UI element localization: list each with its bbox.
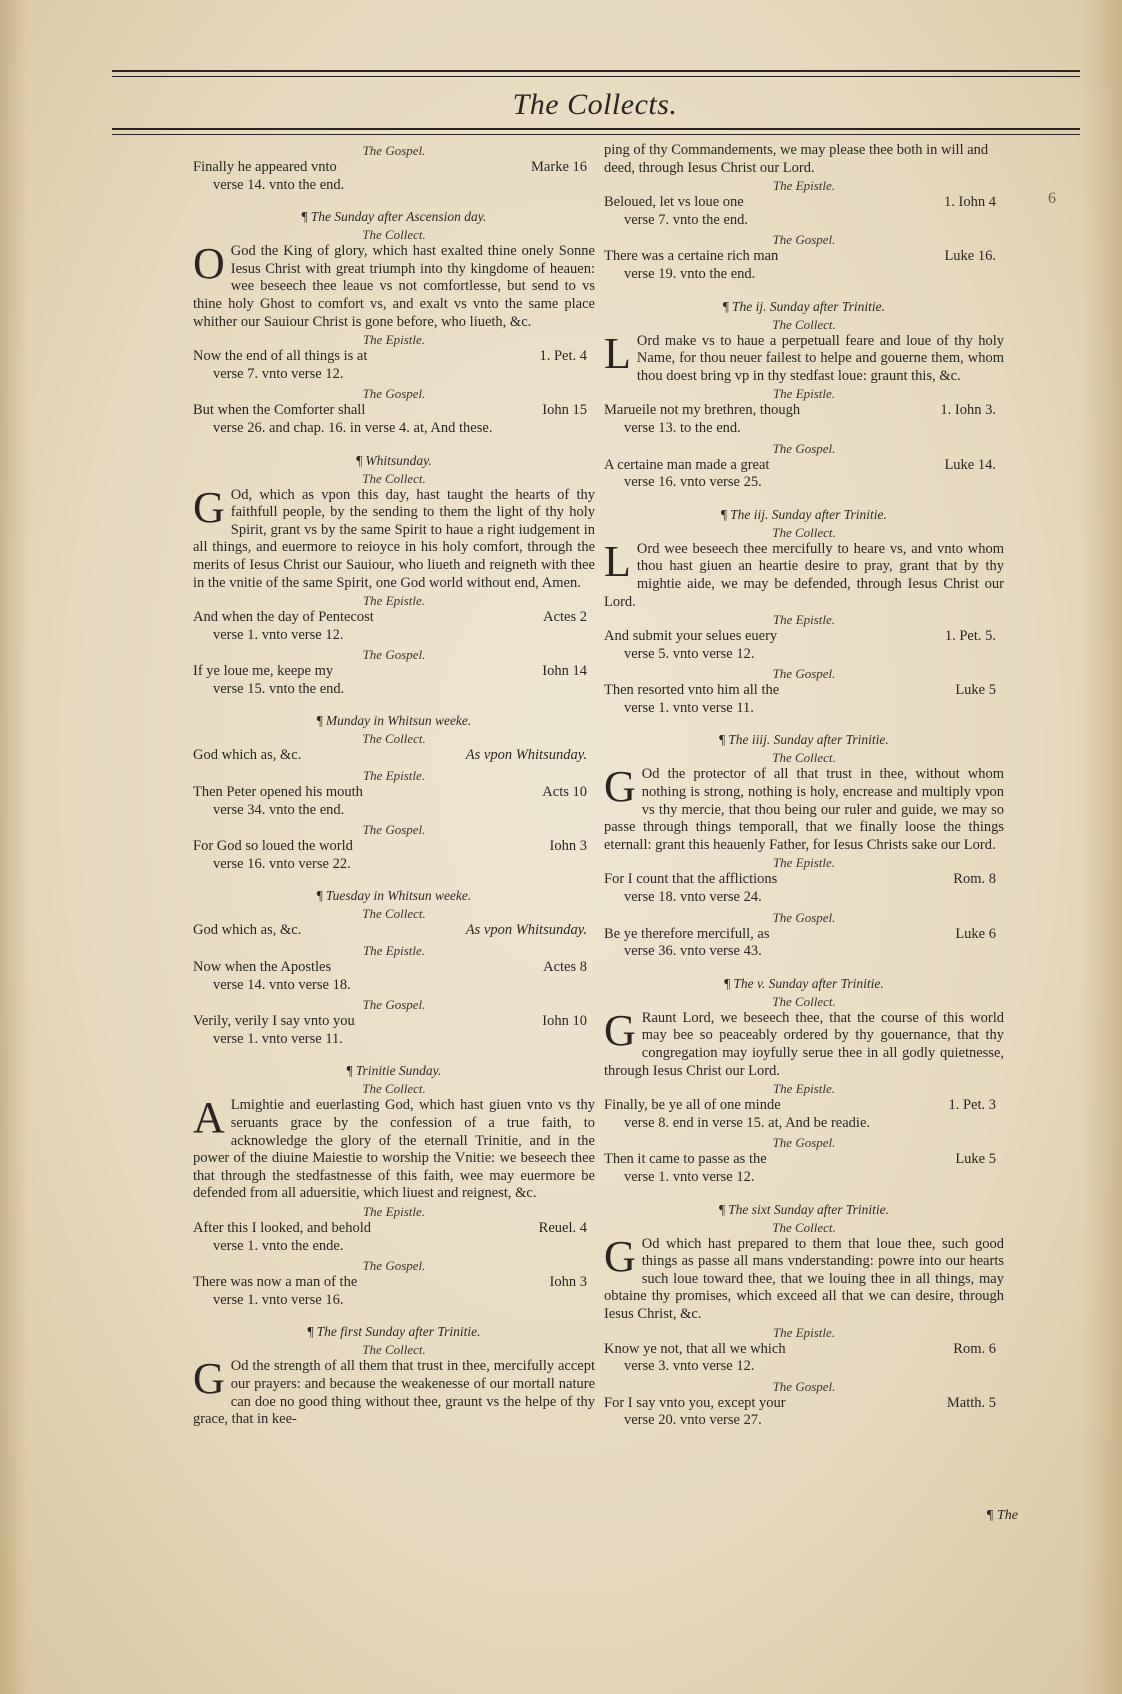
reading-verses: verse 16. vnto verse 22. (213, 855, 351, 872)
initial-letter: G (604, 1231, 636, 1281)
section-label: The Epistle. (772, 855, 836, 871)
reading-reference: Iohn 14 (542, 663, 587, 680)
left-column (193, 142, 595, 1429)
section-label: The Collect. (362, 731, 426, 747)
header-rule-bottom (112, 128, 1080, 130)
collect-body: Od the strength of all them that trust in thee, mercifully accept our prayers: and because the weakenesse of our mortall nature can doe no good thing without thee, graunt vs the helpe of thy grace, that in kee- (193, 1358, 595, 1428)
reading-reference: Iohn 3 (549, 1274, 587, 1291)
scripture-reading (604, 1395, 1004, 1430)
pilcrow-mark: ¶ (301, 209, 308, 225)
initial-letter: L (604, 536, 631, 586)
section-label: The Collect. (362, 227, 426, 243)
scripture-reading (193, 159, 595, 194)
section-label: The Epistle. (362, 943, 426, 959)
reading-incipit: A certaine man made a great (604, 456, 770, 473)
scripture-reading (193, 348, 595, 383)
collect-reference (193, 922, 595, 940)
reading-verses: verse 1. vnto verse 12. (624, 1168, 755, 1185)
reading-incipit: Finally he appeared vnto (193, 159, 337, 175)
section-label: The Collect. (362, 906, 426, 922)
collect-note: As vpon Whitsunday. (465, 747, 587, 764)
collect-text (193, 1093, 595, 1203)
reading-reference: Rom. 6 (953, 1340, 996, 1357)
section-label: The Collect. (772, 316, 836, 332)
reading-verses: verse 1. vnto verse 11. (213, 1030, 343, 1047)
collect-body: Od, which as vpon this day, hast taught the hearts of thy faithfull people, by the sending to them the light of thy holy Spirit, grant vs by the same Spirit to haue a right iudgement in all things, and euermore to reioyce in his holy comfort, through the merits of Iesus Christ our Sauiour, who liueth and reigneth with thee in the vnitie of the same Spirit, one God world without end, Amen. (193, 486, 595, 591)
margin-mark: 6 (1048, 190, 1056, 207)
reading-verses: verse 1. vnto verse 16. (213, 1291, 344, 1308)
reading-incipit: Then it came to passe as the (604, 1151, 767, 1168)
scripture-reading (193, 838, 595, 873)
initial-letter: G (604, 762, 636, 812)
reading-verses: verse 1. vnto the ende. (213, 1237, 344, 1254)
reading-verses: verse 14. vnto verse 18. (213, 976, 351, 993)
reading-verses: verse 8. end in verse 15. at, And be readie. (624, 1114, 871, 1131)
reading-reference: 1. Pet. 4 (539, 348, 587, 365)
scripture-reading (193, 663, 595, 698)
section-label: The Gospel. (772, 440, 836, 456)
scripture-reading (604, 1151, 1004, 1186)
section-label: The Gospel. (772, 909, 836, 925)
scripture-reading (193, 959, 595, 994)
section-label: The Epistle. (362, 1203, 426, 1219)
reading-incipit: If ye loue me, keepe my (193, 663, 334, 680)
collect-incipit: God which as, &c. (193, 922, 302, 939)
reading-verses: verse 15. vnto the end. (213, 680, 345, 697)
pilcrow-mark: ¶ (721, 506, 728, 522)
section-label: The Collect. (772, 993, 836, 1009)
reading-verses: verse 14. vnto the end. (213, 176, 345, 193)
scripture-reading (604, 1097, 1004, 1132)
collect-text (604, 328, 1004, 386)
sunday-heading-text: The iij. Sunday after Trinitie. (730, 506, 887, 522)
catchword: ¶ The (986, 1508, 1018, 1523)
scripture-reading (193, 784, 595, 819)
reading-verses: verse 3. vnto verse 12. (624, 1358, 755, 1375)
reading-verses: verse 7. vnto verse 12. (213, 365, 344, 382)
initial-letter: A (193, 1093, 225, 1143)
page-shadow-right (1082, 0, 1122, 1694)
scripture-reading (193, 609, 595, 644)
section-label: The Epistle. (362, 768, 426, 784)
collect-text (193, 1354, 595, 1428)
header-rule-top (112, 70, 1080, 72)
reading-reference: Actes 2 (543, 609, 587, 626)
scripture-reading (604, 194, 1004, 229)
reading-incipit: Now when the Apostles (193, 959, 332, 976)
collect-incipit: God which as, &c. (193, 747, 302, 764)
collect-body: God the King of glory, which hast exalted thine onely Sonne Iesus Christ with great triumph into thy kingdome of heauen: wee beseech thee leaue vs not comfortlesse, but send to vs thine holy Ghost to comfort vs, and exalt vs vnto the same place whither our Sauiour Christ is gone before, who liueth, &c. (193, 243, 595, 330)
sunday-heading (193, 1062, 595, 1080)
reading-reference: Iohn 10 (542, 1013, 587, 1030)
sunday-heading-text: The ij. Sunday after Trinitie. (732, 298, 886, 314)
section-label: The Collect. (362, 470, 426, 486)
section-label: The Gospel. (772, 666, 836, 682)
sunday-heading (604, 506, 1004, 524)
reading-reference: 1. Pet. 3 (948, 1097, 996, 1114)
collect-body: Lmightie and euerlasting God, which hast giuen vnto vs thy seruants grace by the confession of a true faith, to acknowledge the glory of the eternall Trinitie, and in the power of the diuine Maiestie to worship the Vnitie: we beseech thee that through the stedfastnesse of this faith, wee may euermore be defended from all aduersitie, which liuest and reignest, &c. (193, 1097, 595, 1202)
reading-incipit: Now the end of all things is at (193, 348, 368, 365)
initial-letter: O (193, 239, 225, 289)
sunday-heading-text: The first Sunday after Trinitie. (316, 1324, 481, 1340)
collect-text (604, 762, 1004, 854)
section-label: The Epistle. (772, 612, 836, 628)
reading-incipit: Beloued, let vs loue one (604, 194, 744, 211)
reading-verses: verse 26. and chap. 16. in verse 4. at, And these. (213, 419, 493, 436)
reading-incipit: Then resorted vnto him all the (604, 682, 780, 699)
collect-body: Od which hast prepared to them that loue thee, such good things as passe all mans vnderstanding: powre into our hearts such loue toward thee, that we louing thee in all things, may obtaine thy promises, which exceed all that we can desire, through Iesus Christ, &c. (604, 1235, 1004, 1322)
scripture-reading (193, 1013, 595, 1048)
section-label: The Gospel. (772, 1378, 836, 1394)
initial-letter: G (193, 1354, 225, 1404)
reading-reference: Acts 10 (542, 784, 587, 801)
reading-reference: Iohn 3 (549, 838, 587, 855)
reading-verses: verse 1. vnto verse 11. (624, 699, 754, 716)
section-label: The Epistle. (772, 178, 836, 194)
sunday-heading-text: Munday in Whitsun weeke. (325, 713, 472, 729)
sunday-heading (604, 975, 1004, 993)
section-label: The Gospel. (362, 1258, 426, 1274)
reading-reference: Luke 14. (944, 456, 996, 473)
reading-reference: Reuel. 4 (538, 1219, 587, 1236)
pilcrow-mark: ¶ (346, 1063, 353, 1079)
reading-verses: verse 19. vnto the end. (624, 265, 756, 282)
reading-incipit: Know ye not, that all we which (604, 1340, 786, 1357)
pilcrow-mark: ¶ (316, 888, 323, 904)
scripture-reading (604, 871, 1004, 906)
collect-body: Ord make vs to haue a perpetuall feare and loue of thy holy Name, for thou neuer failest to helpe and gouerne them, whom thou doest bring vp in thy stedfast loue: graunt this, &c. (636, 332, 1004, 384)
reading-reference: Luke 16. (944, 248, 996, 265)
sunday-heading-text: The iiij. Sunday after Trinitie. (728, 732, 889, 748)
collect-text (604, 1231, 1004, 1324)
pilcrow-mark: ¶ (724, 975, 731, 991)
section-label: The Epistle. (362, 593, 426, 609)
reading-incipit: For I say vnto you, except your (604, 1394, 786, 1411)
header-rule-bottom-thin (112, 134, 1080, 135)
sunday-heading-text: Whitsunday. (365, 452, 432, 468)
sunday-heading (604, 731, 1004, 749)
collect-text (193, 482, 595, 593)
collect-text (604, 1005, 1004, 1080)
reading-verses: verse 36. vnto verse 43. (624, 943, 762, 960)
scripture-reading (604, 926, 1004, 961)
reading-incipit: After this I looked, and behold (193, 1219, 371, 1236)
reading-reference: Marke 16 (531, 159, 587, 175)
reading-incipit: Finally, be ye all of one minde (604, 1097, 781, 1114)
sunday-heading (193, 452, 595, 470)
reading-verses: verse 34. vnto the end. (213, 801, 345, 818)
initial-letter: G (193, 482, 225, 532)
initial-letter: G (604, 1005, 636, 1055)
sunday-heading (193, 1323, 595, 1341)
reading-reference: Luke 6 (955, 925, 996, 942)
reading-reference: 1. Pet. 5. (944, 628, 996, 645)
collect-body: Ord wee beseech thee mercifully to heare vs, and vnto whom thou hast giuen an heartie desire to pray, grant that by thy mightie aide, we may be defended, through Iesus Christ our Lord. (604, 540, 1004, 610)
section-label: The Gospel. (362, 386, 426, 402)
reading-verses: verse 13. to the end. (624, 419, 741, 436)
reading-verses: verse 16. vnto verse 25. (624, 474, 762, 491)
page-shadow-left (0, 0, 28, 1694)
scripture-reading (193, 1220, 595, 1255)
section-label: The Collect. (772, 1219, 836, 1235)
collect-reference (193, 747, 595, 765)
reading-verses: verse 18. vnto verse 24. (624, 889, 762, 906)
pilcrow-mark: ¶ (722, 298, 730, 314)
section-label: The Collect. (772, 524, 836, 540)
section-label: The Collect. (362, 1081, 426, 1097)
reading-reference: Matth. 5 (946, 1394, 996, 1411)
pilcrow-mark: ¶ (316, 713, 323, 729)
pilcrow-mark: ¶ (719, 732, 726, 748)
scripture-reading (604, 457, 1004, 492)
initial-letter: L (604, 328, 631, 378)
reading-reference: 1. Iohn 4 (944, 194, 996, 211)
continued-text: ping of thy Commandements, we may please thee both in will and deed, through Iesus Christ our Lord. (604, 142, 989, 176)
sunday-heading-text: Trinitie Sunday. (355, 1063, 442, 1079)
section-label: The Gospel. (362, 143, 426, 158)
section-label: The Epistle. (362, 332, 426, 348)
scripture-reading (193, 402, 595, 437)
reading-verses: verse 1. vnto verse 12. (213, 626, 344, 643)
scripture-reading (604, 1341, 1004, 1376)
sunday-heading (193, 208, 595, 226)
reading-incipit: Marueile not my brethren, though (604, 402, 801, 419)
reading-reference: Luke 5 (955, 1151, 996, 1168)
scripture-reading (604, 248, 1004, 283)
section-label: The Gospel. (362, 647, 426, 663)
reading-incipit: There was a certaine rich man (604, 248, 779, 265)
sunday-heading (193, 887, 595, 905)
section-label: The Gospel. (362, 822, 426, 838)
reading-incipit: Be ye therefore mercifull, as (604, 925, 770, 942)
collect-body: Raunt Lord, we beseech thee, that the course of this world may bee so peaceably ordered by thy gouernance, that thy congregation may ioyfully serue thee in all godly quietnesse, through Iesus Christ our Lord. (604, 1009, 1004, 1079)
reading-reference: Actes 8 (543, 959, 587, 976)
scripture-reading (604, 682, 1004, 717)
sunday-heading-text: Tuesday in Whitsun weeke. (325, 888, 472, 904)
reading-verses: verse 7. vnto the end. (624, 211, 749, 228)
reading-incipit: Verily, verily I say vnto you (193, 1013, 355, 1030)
collect-note: As vpon Whitsunday. (465, 922, 587, 939)
section-label: The Collect. (362, 1342, 426, 1358)
sunday-heading-text: The sixt Sunday after Trinitie. (728, 1201, 889, 1217)
section-label: The Gospel. (772, 232, 836, 248)
reading-incipit: And when the day of Pentecost (193, 609, 374, 626)
sunday-heading-text: The v. Sunday after Trinitie. (733, 975, 884, 991)
sunday-heading-text: The Sunday after Ascension day. (310, 209, 487, 225)
sunday-heading (604, 1201, 1004, 1219)
reading-verses: verse 20. vnto verse 27. (624, 1412, 762, 1429)
reading-reference: Iohn 15 (542, 402, 587, 419)
reading-verses: verse 5. vnto verse 12. (624, 645, 755, 662)
collect-text (193, 239, 595, 331)
section-label: The Gospel. (362, 997, 426, 1013)
right-column (604, 142, 1004, 1432)
collect-body: Od the protector of all that trust in thee, without whom nothing is strong, nothing is holy, encrease and multiply vpon vs thy mercie, that thou being our ruler and guide, we may so passe through things temporall, that we finally loose the things eternall: grant this heauenly Father, for Iesus Christs sake our Lord. (604, 766, 1004, 853)
reading-reference: Rom. 8 (953, 871, 996, 888)
running-title: The Collects. (512, 88, 678, 121)
section-label: The Epistle. (772, 1081, 836, 1097)
reading-incipit: Then Peter opened his mouth (193, 784, 363, 801)
reading-reference: 1. Iohn 3. (940, 402, 996, 419)
scripture-reading (193, 1274, 595, 1309)
sunday-heading (193, 712, 595, 730)
reading-incipit: For God so loued the world (193, 838, 353, 855)
section-label: The Epistle. (772, 1324, 836, 1340)
reading-incipit: There was now a man of the (193, 1274, 358, 1291)
header-rule-mid (112, 76, 1080, 77)
scripture-reading (604, 402, 1004, 437)
section-label: The Collect. (772, 750, 836, 766)
section-label: The Epistle. (772, 386, 836, 402)
reading-reference: Luke 5 (955, 682, 996, 699)
pilcrow-mark: ¶ (719, 1201, 726, 1217)
collect-text (604, 536, 1004, 611)
pilcrow-mark: ¶ (307, 1324, 314, 1340)
reading-incipit: And submit your selues euery (604, 628, 778, 645)
pilcrow-mark: ¶ (356, 452, 363, 468)
scripture-reading (604, 628, 1004, 663)
sunday-heading (604, 298, 1004, 316)
section-label: The Gospel. (772, 1135, 836, 1151)
reading-incipit: But when the Comforter shall (193, 402, 366, 419)
reading-incipit: For I count that the afflictions (604, 871, 778, 888)
